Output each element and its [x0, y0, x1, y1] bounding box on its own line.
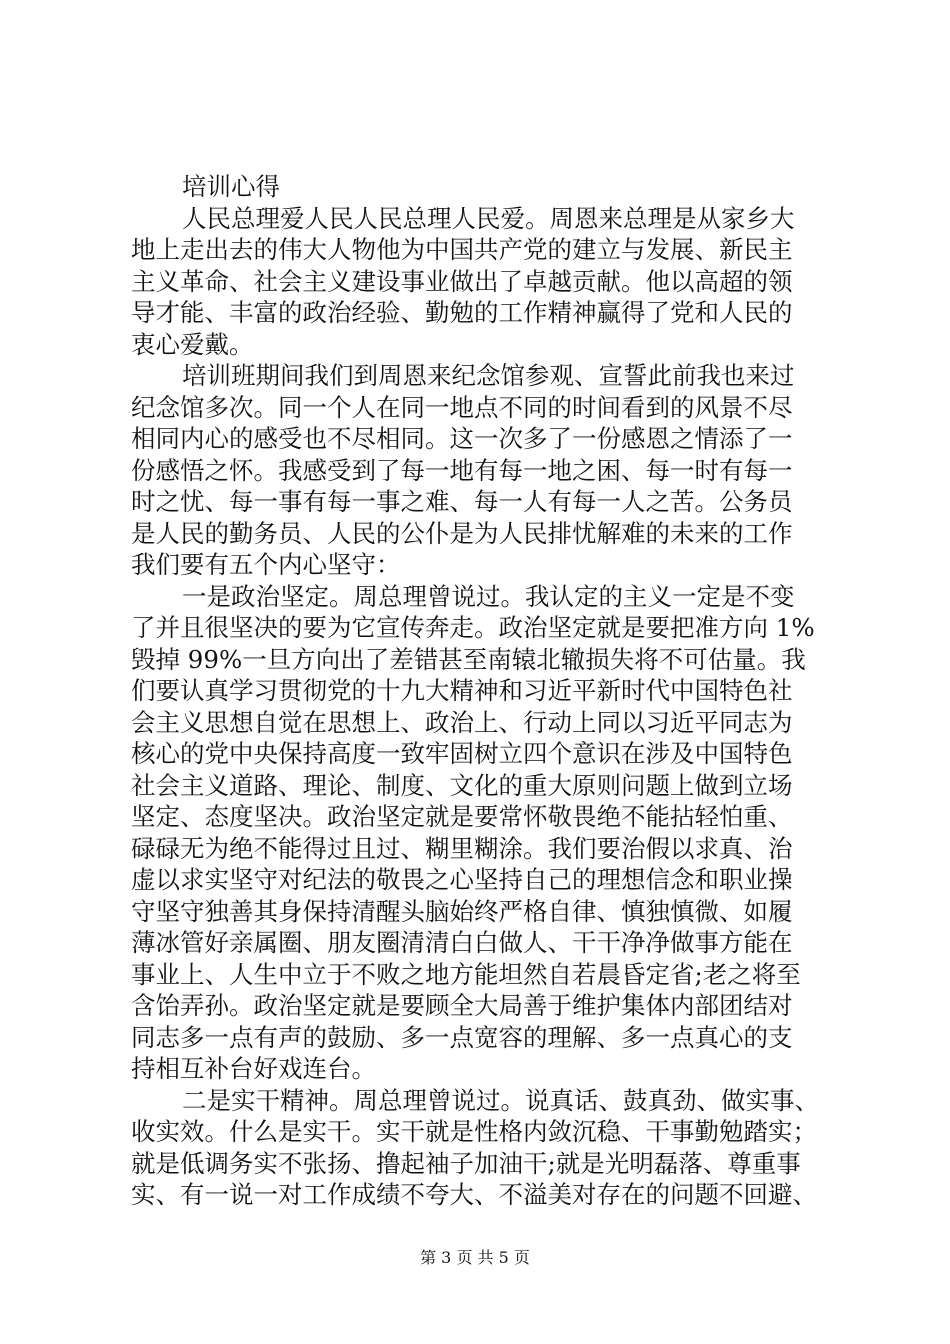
text-line: 事业上、人生中立于不败之地方能坦然自若晨昏定省;老之将至	[131, 959, 801, 989]
paragraph-4	[131, 1085, 831, 1211]
text-line: 们要认真学习贯彻党的十九大精神和习近平新时代中国特色社	[131, 676, 793, 705]
text-line: 纪念馆多次。同一个人在同一地点不同的时间看到的风景不尽	[131, 392, 793, 422]
text-line: 含饴弄孙。政治坚定就是要顾全大局善于维护集体内部团结对	[131, 991, 793, 1020]
text-line: 碌碌无为绝不能得过且过、糊里糊涂。我们要治假以求真、治	[131, 833, 793, 863]
text-line: 衷心爱戴。	[131, 329, 254, 359]
paragraph-2	[131, 360, 831, 581]
page-number-footer: 第 3 页 共 5 页	[420, 1248, 530, 1267]
text-line: 守坚守独善其身保持清醒头脑始终严格自律、慎独慎微、如履	[131, 896, 793, 926]
text-line: 时之忧、每一事有每一事之难、每一人有每一人之苦。公务员	[131, 487, 793, 516]
text-line: 一是政治坚定。周总理曾说过。我认定的主义一定是不变	[182, 581, 795, 611]
text-line: 薄冰管好亲属圈、朋友圈清清白白做人、干干净净做事方能在	[131, 928, 793, 957]
text-line: 收实效。什么是实干。实干就是性格内敛沉稳、干事勤勉踏实；	[131, 1117, 817, 1146]
text-line: 导才能、丰富的政治经验、勤勉的工作精神赢得了党和人民的	[131, 298, 793, 327]
text-line: 同志多一点有声的鼓励、多一点宽容的理解、多一点真心的支	[131, 1022, 793, 1052]
text-line: 培训班期间我们到周恩来纪念馆参观、宣誓此前我也来过	[182, 361, 795, 390]
document-body	[131, 171, 831, 1211]
text-line: 核心的党中央保持高度一致牢固树立四个意识在涉及中国特色	[131, 739, 793, 768]
text-line: 份感悟之怀。我感受到了每一地有每一地之困、每一时有每一	[131, 455, 793, 485]
text-line: 人民总理爱人民人民总理人民爱。周恩来总理是从家乡大	[182, 203, 795, 233]
document-title: 培训心得	[182, 172, 280, 201]
text-line: 持相互补台好戏连台。	[131, 1054, 376, 1083]
text-line: 是人民的勤务员、人民的公仆是为人民排忧解难的未来的工作	[131, 518, 793, 548]
text-line: 虚以求实坚守对纪法的敬畏之心坚持自己的理想信念和职业操	[131, 865, 793, 894]
text-line: 就是低调务实不张扬、撸起袖子加油干;就是光明磊落、尊重事	[131, 1148, 801, 1178]
text-line: 地上走出去的伟大人物他为中国共产党的建立与发展、新民主	[131, 235, 793, 264]
text-line: 二是实干精神。周总理曾说过。说真话、鼓真劲、做实事、	[182, 1085, 819, 1115]
paragraph-1	[131, 203, 831, 361]
text-line: 会主义思想自觉在思想上、政治上、行动上同以习近平同志为	[131, 707, 793, 737]
text-line: 坚定、态度坚决。政治坚定就是要常怀敬畏绝不能拈轻怕重、	[131, 802, 793, 831]
paragraph-3	[131, 581, 831, 1085]
text-line: 毁掉 99%一旦方向出了差错甚至南辕北辙损失将不可估量。我	[131, 644, 806, 674]
text-line: 我们要有五个内心坚守：	[131, 550, 401, 579]
text-line: 实、有一说一对工作成绩不夸大、不溢美对存在的问题不回避、	[131, 1180, 817, 1209]
text-line: 社会主义道路、理论、制度、文化的重大原则问题上做到立场	[131, 770, 793, 800]
text-line: 相同内心的感受也不尽相同。这一次多了一份感恩之情添了一	[131, 424, 793, 453]
text-line: 主义革命、社会主义建设事业做出了卓越贡献。他以高超的领	[131, 266, 793, 296]
text-line: 了并且很坚决的要为它宣传奔走。政治坚定就是要把准方向 1%	[131, 613, 815, 642]
